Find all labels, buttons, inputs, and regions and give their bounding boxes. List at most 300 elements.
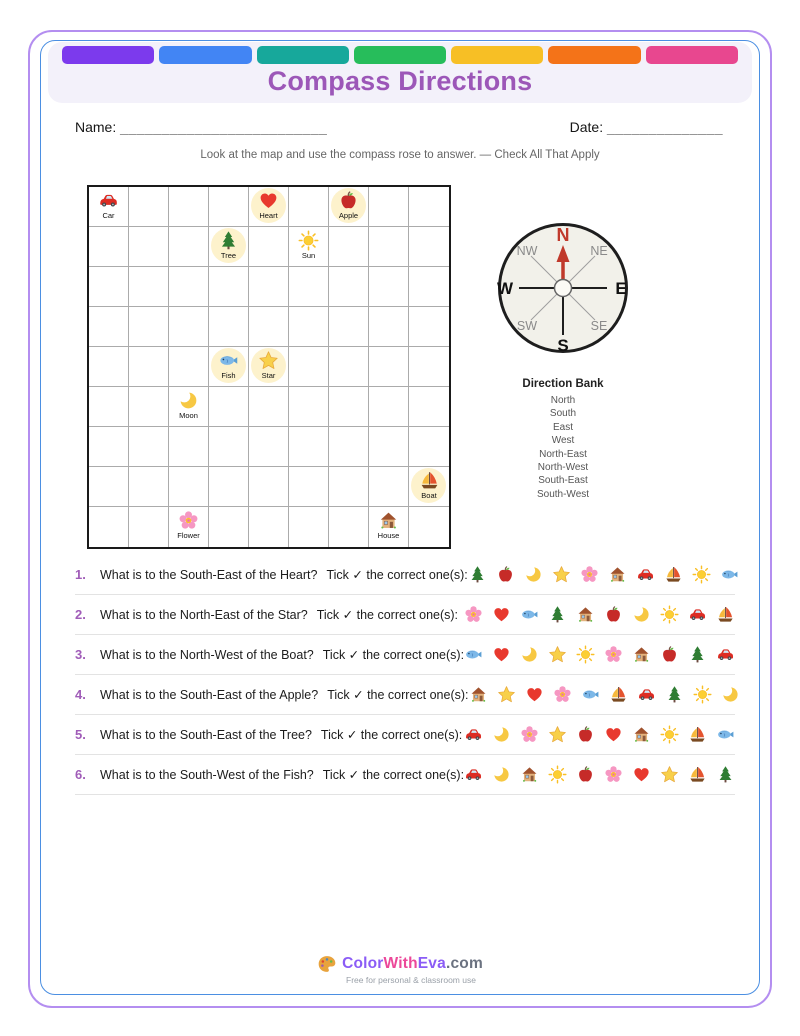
apple-icon (660, 645, 679, 664)
map-item-label: House (377, 531, 400, 540)
question-tick-instruction: Tick ✓ the correct one(s): (327, 688, 469, 702)
map-cell-empty (409, 187, 449, 227)
moon-icon (721, 685, 740, 704)
map-cell-empty (129, 507, 169, 547)
option-flower[interactable] (520, 725, 539, 744)
question-row-4 (75, 675, 735, 715)
star-icon (497, 685, 516, 704)
map-cell-empty (129, 387, 169, 427)
map-cell-empty (209, 267, 249, 307)
option-house[interactable] (520, 765, 539, 784)
boat-icon (609, 685, 628, 704)
color-bar-segment (257, 46, 349, 64)
question-row-1 (75, 555, 735, 595)
map-cell-empty (129, 427, 169, 467)
map-item-label: Apple (338, 211, 359, 220)
questions (75, 555, 735, 795)
map-grid (87, 185, 451, 549)
map-cell-empty (169, 307, 209, 347)
heart-icon (632, 765, 651, 784)
question-text: What is to the South-East of the Apple? (100, 687, 319, 702)
question-number: 2. (75, 607, 86, 622)
map-cell-empty (329, 387, 369, 427)
map-item-label: Sun (301, 251, 316, 260)
tree-icon (665, 685, 684, 704)
car-icon (464, 765, 483, 784)
color-bar-segment (548, 46, 640, 64)
map-cell-empty (329, 307, 369, 347)
map-cell-fish (209, 347, 249, 387)
map-item-label: Fish (221, 371, 236, 380)
compass-nw-label: NW (516, 244, 538, 258)
map-item-label: Moon (179, 411, 198, 420)
car-icon (716, 645, 735, 664)
direction-bank-item: South-East (538, 475, 588, 487)
option-star[interactable] (548, 725, 567, 744)
map-item-label: Boat (421, 491, 437, 500)
map-cell-empty (289, 307, 329, 347)
map-cell-empty (89, 307, 129, 347)
option-fish[interactable] (716, 725, 735, 744)
direction-bank-item: East (552, 421, 573, 433)
direction-bank (483, 378, 643, 501)
footer-tagline: Free for personal & classroom use (346, 975, 476, 985)
map-cell-empty (369, 187, 409, 227)
map-cell-empty (329, 267, 369, 307)
option-moon[interactable] (492, 725, 511, 744)
brand-part: Eva (417, 955, 446, 972)
direction-bank-title: Direction Bank (522, 378, 604, 390)
map-cell-empty (369, 427, 409, 467)
tree-icon (716, 765, 735, 784)
map-cell-empty (209, 467, 249, 507)
question-row-5 (75, 715, 735, 755)
heart-icon (525, 685, 544, 704)
map-item-label: Star (261, 371, 276, 380)
map-cell-empty (89, 507, 129, 547)
map-cell-empty (409, 227, 449, 267)
map-cell-empty (169, 427, 209, 467)
option-car[interactable] (688, 605, 707, 624)
map-cell-empty (89, 227, 129, 267)
option-tree[interactable] (468, 565, 487, 584)
map-cell-tree (209, 227, 249, 267)
answer-options (468, 565, 739, 584)
car-icon (464, 725, 483, 744)
option-sun[interactable] (548, 765, 567, 784)
compass-rose (493, 218, 633, 358)
option-moon[interactable] (721, 685, 740, 704)
option-apple[interactable] (604, 605, 623, 624)
map-cell-empty (209, 187, 249, 227)
sun-icon (548, 765, 567, 784)
option-house[interactable] (469, 685, 488, 704)
option-boat[interactable] (664, 565, 683, 584)
sun-icon (692, 565, 711, 584)
question-number: 3. (75, 647, 86, 662)
option-sun[interactable] (660, 605, 679, 624)
map-cell-empty (289, 467, 329, 507)
option-boat[interactable] (716, 605, 735, 624)
option-fish[interactable] (464, 645, 483, 664)
map-cell-empty (89, 347, 129, 387)
option-star[interactable] (548, 645, 567, 664)
fish-icon (218, 350, 239, 371)
moon-icon (632, 605, 651, 624)
star-icon (548, 725, 567, 744)
answer-options (464, 725, 735, 744)
option-apple[interactable] (660, 645, 679, 664)
map-cell-empty (249, 507, 289, 547)
moon-icon (178, 390, 199, 411)
question-number: 6. (75, 767, 86, 782)
option-moon[interactable] (520, 645, 539, 664)
map-cell-empty (129, 267, 169, 307)
map-cell-empty (369, 347, 409, 387)
page-title: Compass Directions (267, 66, 533, 96)
flower-icon (553, 685, 572, 704)
map-cell-empty (209, 307, 249, 347)
option-flower[interactable] (604, 765, 623, 784)
option-boat[interactable] (688, 725, 707, 744)
option-moon[interactable] (524, 565, 543, 584)
question-text: What is to the North-East of the Star? (100, 607, 308, 622)
map-item-label: Car (102, 211, 115, 220)
option-star[interactable] (552, 565, 571, 584)
map-cell-empty (209, 387, 249, 427)
map-cell-empty (329, 347, 369, 387)
apple-icon (496, 565, 515, 584)
moon-icon (492, 765, 511, 784)
house-icon (632, 725, 651, 744)
option-tree[interactable] (548, 605, 567, 624)
option-sun[interactable] (660, 725, 679, 744)
map-cell-empty (169, 187, 209, 227)
map-cell-empty (169, 467, 209, 507)
map-cell-boat (409, 467, 449, 507)
map-cell-empty (249, 267, 289, 307)
option-tree[interactable] (688, 645, 707, 664)
tree-icon (688, 645, 707, 664)
option-flower[interactable] (464, 605, 483, 624)
map-cell-empty (89, 387, 129, 427)
fish-icon (520, 605, 539, 624)
option-flower[interactable] (553, 685, 572, 704)
map-cell-empty (329, 467, 369, 507)
brand-part: Color (342, 955, 384, 972)
question-row-2 (75, 595, 735, 635)
sun-icon (576, 645, 595, 664)
answer-options (469, 685, 740, 704)
star-icon (258, 350, 279, 371)
heart-icon (258, 190, 279, 211)
flower-icon (520, 725, 539, 744)
map-cell-empty (249, 387, 289, 427)
option-fish[interactable] (581, 685, 600, 704)
name-field (75, 119, 327, 135)
map-cell-empty (169, 347, 209, 387)
map-cell-empty (249, 467, 289, 507)
option-moon[interactable] (632, 605, 651, 624)
map-cell-empty (249, 427, 289, 467)
map-cell-empty (369, 267, 409, 307)
map-cell-empty (329, 507, 369, 547)
map-cell-empty (249, 307, 289, 347)
car-icon (636, 565, 655, 584)
map-item-label: Heart (259, 211, 278, 220)
option-heart[interactable] (492, 605, 511, 624)
color-bar-segment (646, 46, 738, 64)
map-cell-heart (249, 187, 289, 227)
option-car[interactable] (636, 565, 655, 584)
option-flower[interactable] (604, 645, 623, 664)
map-cell-empty (289, 507, 329, 547)
star-icon (660, 765, 679, 784)
option-house[interactable] (576, 605, 595, 624)
map-cell-empty (129, 467, 169, 507)
brand-line (0, 954, 800, 974)
option-sun[interactable] (692, 565, 711, 584)
map-cell-empty (329, 427, 369, 467)
map-cell-empty (369, 387, 409, 427)
option-moon[interactable] (492, 765, 511, 784)
map-cell-empty (409, 387, 449, 427)
map-cell-empty (289, 187, 329, 227)
car-icon (98, 190, 119, 211)
car-icon (637, 685, 656, 704)
question-text: What is to the South-West of the Fish? (100, 767, 314, 782)
house-icon (520, 765, 539, 784)
map-cell-empty (409, 507, 449, 547)
option-boat[interactable] (609, 685, 628, 704)
direction-bank-item: North-East (539, 448, 587, 460)
option-heart[interactable] (604, 725, 623, 744)
option-car[interactable] (637, 685, 656, 704)
map-cell-empty (369, 227, 409, 267)
tree-icon (468, 565, 487, 584)
color-bar-segment (451, 46, 543, 64)
question-row-3 (75, 635, 735, 675)
apple-icon (576, 725, 595, 744)
option-apple[interactable] (496, 565, 515, 584)
question-number: 4. (75, 687, 86, 702)
answer-options (464, 605, 735, 624)
option-car[interactable] (716, 645, 735, 664)
apple-icon (338, 190, 359, 211)
question-number: 5. (75, 727, 86, 742)
map-cell-empty (209, 507, 249, 547)
footer (0, 954, 800, 985)
question-tick-instruction: Tick ✓ the correct one(s): (326, 568, 468, 582)
compass-ne-label: NE (590, 244, 608, 258)
question-number: 1. (75, 567, 86, 582)
boat-icon (688, 765, 707, 784)
map-cell-empty (129, 227, 169, 267)
fish-icon (720, 565, 739, 584)
option-apple[interactable] (576, 725, 595, 744)
flower-icon (178, 510, 199, 531)
house-icon (608, 565, 627, 584)
apple-icon (604, 605, 623, 624)
option-fish[interactable] (720, 565, 739, 584)
map-cell-empty (89, 427, 129, 467)
name-blank-line[interactable]: _________________________ (120, 119, 328, 135)
sun-icon (693, 685, 712, 704)
compass-n-label: N (556, 225, 570, 245)
flower-icon (604, 765, 623, 784)
map-cell-moon (169, 387, 209, 427)
map-cell-empty (329, 227, 369, 267)
house-icon (378, 510, 399, 531)
map-cell-empty (289, 347, 329, 387)
option-apple[interactable] (576, 765, 595, 784)
option-house[interactable] (608, 565, 627, 584)
question-tick-instruction: Tick ✓ the correct one(s): (320, 728, 463, 742)
name-label: Name: (75, 119, 117, 135)
star-icon (552, 565, 571, 584)
direction-bank-item: North (550, 395, 576, 406)
boat-icon (419, 470, 440, 491)
question-text: What is to the South-East of the Heart? (100, 567, 318, 582)
map-cell-empty (369, 307, 409, 347)
map-item-label: Tree (220, 251, 237, 260)
compass-s-label: S (557, 336, 569, 355)
map-item-label: Flower (177, 531, 200, 540)
option-car[interactable] (464, 725, 483, 744)
heart-icon (492, 605, 511, 624)
direction-bank-item: South (549, 408, 577, 420)
apple-icon (576, 765, 595, 784)
map-cell-empty (409, 347, 449, 387)
option-sun[interactable] (576, 645, 595, 664)
option-sun[interactable] (693, 685, 712, 704)
option-star[interactable] (497, 685, 516, 704)
option-house[interactable] (632, 725, 651, 744)
direction-bank-item: South-West (536, 488, 590, 500)
option-house[interactable] (632, 645, 651, 664)
tree-icon (218, 230, 239, 251)
option-heart[interactable] (632, 765, 651, 784)
map-cell-empty (289, 267, 329, 307)
map-cell-empty (169, 267, 209, 307)
instruction-text: Look at the map and use the compass rose to answer. — Check All That Apply (200, 149, 600, 161)
moon-icon (524, 565, 543, 584)
map-cell-empty (409, 427, 449, 467)
date-field (570, 119, 723, 135)
map-cell-car (89, 187, 129, 227)
option-fish[interactable] (520, 605, 539, 624)
map-cell-empty (89, 267, 129, 307)
moon-icon (520, 645, 539, 664)
map-cell-star (249, 347, 289, 387)
map-cell-empty (129, 307, 169, 347)
compass-sw-label: SW (516, 319, 538, 333)
fish-icon (716, 725, 735, 744)
brand-part: With (383, 955, 418, 972)
map-cell-empty (409, 307, 449, 347)
heart-icon (492, 645, 511, 664)
sun-icon (660, 725, 679, 744)
map-cell-empty (369, 467, 409, 507)
boat-icon (688, 725, 707, 744)
map-cell-apple (329, 187, 369, 227)
compass-w-label: W (496, 279, 514, 298)
map-cell-empty (129, 187, 169, 227)
option-tree[interactable] (665, 685, 684, 704)
map-cell-sun (289, 227, 329, 267)
house-icon (632, 645, 651, 664)
map-cell-empty (289, 387, 329, 427)
star-icon (548, 645, 567, 664)
map-cell-empty (289, 427, 329, 467)
name-date-row (75, 119, 723, 135)
flower-icon (604, 645, 623, 664)
heart-icon (604, 725, 623, 744)
option-flower[interactable] (580, 565, 599, 584)
map-cell-empty (249, 227, 289, 267)
question-row-6 (75, 755, 735, 795)
house-icon (576, 605, 595, 624)
map-cell-flower (169, 507, 209, 547)
sun-icon (660, 605, 679, 624)
tree-icon (548, 605, 567, 624)
question-text: What is to the South-East of the Tree? (100, 727, 312, 742)
color-bar-segment (159, 46, 251, 64)
direction-bank-item: West (551, 435, 575, 447)
question-tick-instruction: Tick ✓ the correct one(s): (316, 608, 459, 622)
question-tick-instruction: Tick ✓ the correct one(s): (322, 648, 465, 662)
brand-part: .com (445, 955, 483, 972)
fish-icon (464, 645, 483, 664)
header-color-bar (62, 46, 738, 64)
option-heart[interactable] (525, 685, 544, 704)
flower-icon (580, 565, 599, 584)
boat-icon (716, 605, 735, 624)
option-boat[interactable] (688, 765, 707, 784)
map-cell-empty (209, 427, 249, 467)
date-label: Date: (569, 119, 604, 135)
house-icon (469, 685, 488, 704)
color-bar-segment (62, 46, 154, 64)
fish-icon (581, 685, 600, 704)
answer-options (464, 645, 735, 664)
map-cell-house (369, 507, 409, 547)
color-bar-segment (354, 46, 446, 64)
map-cell-empty (169, 227, 209, 267)
compass-e-label: E (615, 279, 627, 298)
flower-icon (464, 605, 483, 624)
option-star[interactable] (660, 765, 679, 784)
option-car[interactable] (464, 765, 483, 784)
car-icon (688, 605, 707, 624)
option-heart[interactable] (492, 645, 511, 664)
sun-icon (298, 230, 319, 251)
answer-options (464, 765, 735, 784)
map-cell-empty (89, 467, 129, 507)
boat-icon (664, 565, 683, 584)
direction-bank-list (483, 394, 643, 501)
map-cell-empty (409, 267, 449, 307)
moon-icon (492, 725, 511, 744)
question-text: What is to the North-West of the Boat? (100, 647, 314, 662)
direction-bank-item: North-West (537, 462, 589, 474)
brand-text (342, 955, 483, 973)
compass-center-hub (555, 280, 572, 297)
option-tree[interactable] (716, 765, 735, 784)
palette-icon (317, 954, 337, 974)
date-blank-line[interactable]: ______________ (606, 119, 723, 135)
compass-se-label: SE (590, 319, 608, 333)
